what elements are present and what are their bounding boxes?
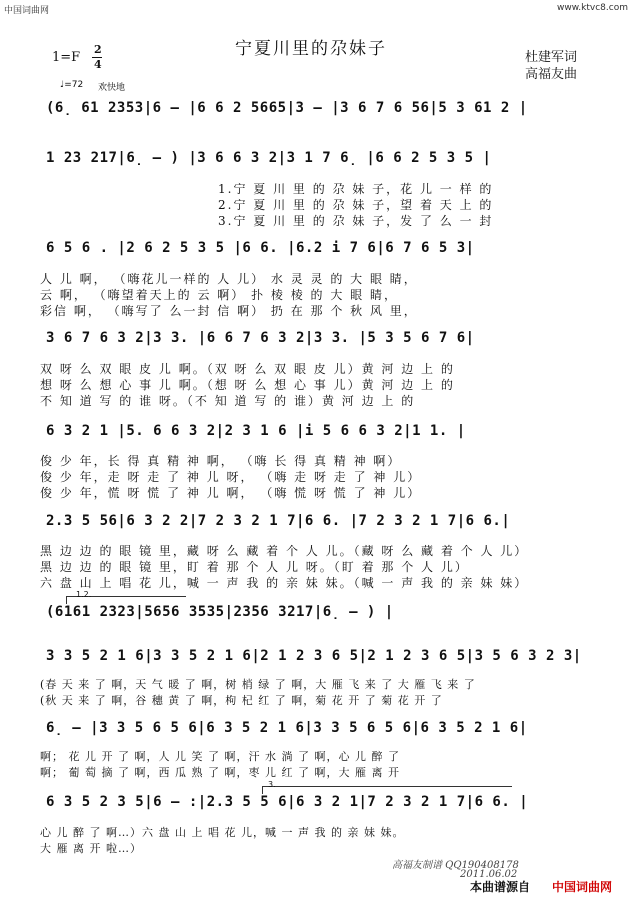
lyric-row-4-v1: 双 呀 么 双 眼 皮 儿 啊。（双 呀 么 双 眼 皮 儿）黄 河 边 上 的: [40, 362, 455, 376]
lyric-row-4-v2: 想 呀 么 想 心 事 儿 啊。（想 呀 么 想 心 事 儿）黄 河 边 上 的: [40, 378, 455, 392]
scribe-date: 2011.06.02: [460, 869, 518, 880]
volta-bracket-3-hook: [262, 786, 263, 794]
score-row-7: (6161 2323|5656 3535|2356 3217|6̣ – ) |: [46, 604, 394, 620]
scribe-signature: 高福友制谱 QQ190408178: [392, 860, 519, 871]
lyric-row-6-v2: 黑 边 边 的 眼 镜 里，盯 着 那 个 人 儿 呀。（盯 着 那 个 人 儿）: [40, 560, 469, 574]
lyric-row-5-v2: 俊 少 年，走 呀 走 了 神 儿 呀， （嗨 走 呀 走 了 神 儿）: [40, 470, 422, 484]
lyric-row-3-v2: 云 啊， （嗨望着天上的 云 啊） 扑 棱 棱 的 大 眼 睛，: [40, 288, 398, 302]
lyric-row-5-v3: 俊 少 年，慌 呀 慌 了 神 儿 啊， （嗨 慌 呀 慌 了 神 儿）: [40, 486, 422, 500]
lyric-row-9-v1: 啊； 花 儿 开 了 啊，人 儿 笑 了 啊，汗 水 淌 了 啊，心 儿 醉 了: [40, 750, 400, 763]
lyric-row-3-v3: 彩信 啊， （嗨写了 么一封 信 啊） 扔 在 那 个 秋 风 里，: [40, 304, 418, 318]
key-signature: 1=F: [52, 50, 81, 65]
lyric-row-5-v1: 俊 少 年，长 得 真 精 神 啊， （嗨 长 得 真 精 神 啊）: [40, 454, 402, 468]
site-url: www.ktvc8.com: [557, 3, 628, 13]
score-row-8: 3 3 5 2 1 6|3 3 5 2 1 6|2 1 2 3 6 5|2 1 2 3 6 5|3 5 6 3 2 3|: [46, 648, 582, 664]
time-sig-top: 2: [94, 43, 102, 56]
volta-label-3: 3.: [268, 780, 276, 789]
score-row-1: (6̣ 61 2353|6 – |6 6 2 5665|3 – |3 6 7 6 56|5 3 61 2 |: [46, 100, 528, 116]
lyric-row-6-v3: 六 盘 山 上 唱 花 儿，喊 一 声 我 的 亲 妹 妹。（喊 一 声 我 的 亲 妹 妹）: [40, 576, 529, 590]
tempo: ♩=72: [60, 80, 84, 90]
volta-bracket-1-hook: [66, 596, 67, 604]
lyric-row-4-v3: 不 知 道 写 的 谁 呀。（不 知 道 写 的 谁）黄 河 边 上 的: [40, 394, 416, 408]
lyric-row-10-v2: 大 雁 离 开 啦…）: [40, 842, 142, 855]
site-name: 中国词曲网: [4, 6, 50, 16]
source-site: 中国词曲网: [552, 880, 613, 894]
lyric-row-6-v1: 黑 边 边 的 眼 镜 里，藏 呀 么 藏 着 个 人 儿。（藏 呀 么 藏 着 个 人 儿）: [40, 544, 529, 558]
score-row-2: 1 23 217|6̣ – ) |3 6 6 3 2|3 1 7 6̣ |6 6 2 5 3 5 |: [46, 150, 492, 166]
lyricist: 杜建军词: [525, 50, 578, 65]
lyric-row-9-v2: 啊； 葡 萄 摘 了 啊，西 瓜 熟 了 啊，枣 儿 红 了 啊，大 雁 离 开: [40, 766, 400, 779]
time-sig-bottom: 4: [94, 58, 102, 71]
lyric-row-3-v1: 人 儿 啊， （嗨花儿一样的 人 儿） 水 灵 灵 的 大 眼 睛，: [40, 272, 418, 286]
volta-bracket-3: [262, 786, 512, 787]
source-label: 本曲谱源自: [470, 880, 531, 894]
lyric-row-8-v1: (春 天 来 了 啊，天 气 暖 了 啊，树 梢 绿 了 啊，大 雁 飞 来 了 大 雁 飞 来 了: [40, 678, 476, 691]
lyric-row-10-v1: 心 儿 醉 了 啊…）六 盘 山 上 唱 花 儿，喊 一 声 我 的 亲 妹 妹。: [40, 826, 405, 839]
score-row-10: 6 3 5 2 3 5|6 – :|2.3 5 5 6|6 3 2 1|7 2 3 2 1 7|6 6. |: [46, 794, 529, 810]
lyric-row-2-v1: 1.宁 夏 川 里 的 尕 妹 子，花 儿 一 样 的: [218, 182, 494, 196]
lyric-row-2-v3: 3.宁 夏 川 里 的 尕 妹 子，发 了 么 一 封: [218, 214, 494, 228]
lyric-row-2-v2: 2.宁 夏 川 里 的 尕 妹 子，望 着 天 上 的: [218, 198, 494, 212]
volta-label-1-2: 1.2.: [76, 590, 92, 599]
score-row-4: 3 6 7 6 3 2|3 3. |6 6 7 6 3 2|3 3. |5 3 5 6 7 6|: [46, 330, 475, 346]
score-row-3: 6 5 6 . |2 6 2 5 3 5 |6 6. |6.2 i 7 6|6 7 6 5 3|: [46, 240, 475, 256]
song-title: 宁夏川里的尕妹子: [235, 39, 387, 59]
composer: 高福友曲: [525, 67, 578, 82]
lyric-row-8-v2: (秋 天 来 了 啊，谷 穗 黄 了 啊，枸 杞 红 了 啊，菊 花 开 了 菊 花 开 了: [40, 694, 443, 707]
mood: 欢快地: [98, 83, 126, 93]
score-row-9: 6̣ – |3 3 5 6 5 6|6 3 5 2 1 6|3 3 5 6 5 6|6 3 5 2 1 6|: [46, 720, 528, 736]
score-row-6: 2.3 5 56|6 3 2 2|7 2 3 2 1 7|6 6. |7 2 3 2 1 7|6 6.|: [46, 513, 511, 529]
score-row-5: 6 3 2 1 |5. 6 6 3 2|2 3 1 6 |i 5 6 6 3 2|1 1. |: [46, 423, 466, 439]
